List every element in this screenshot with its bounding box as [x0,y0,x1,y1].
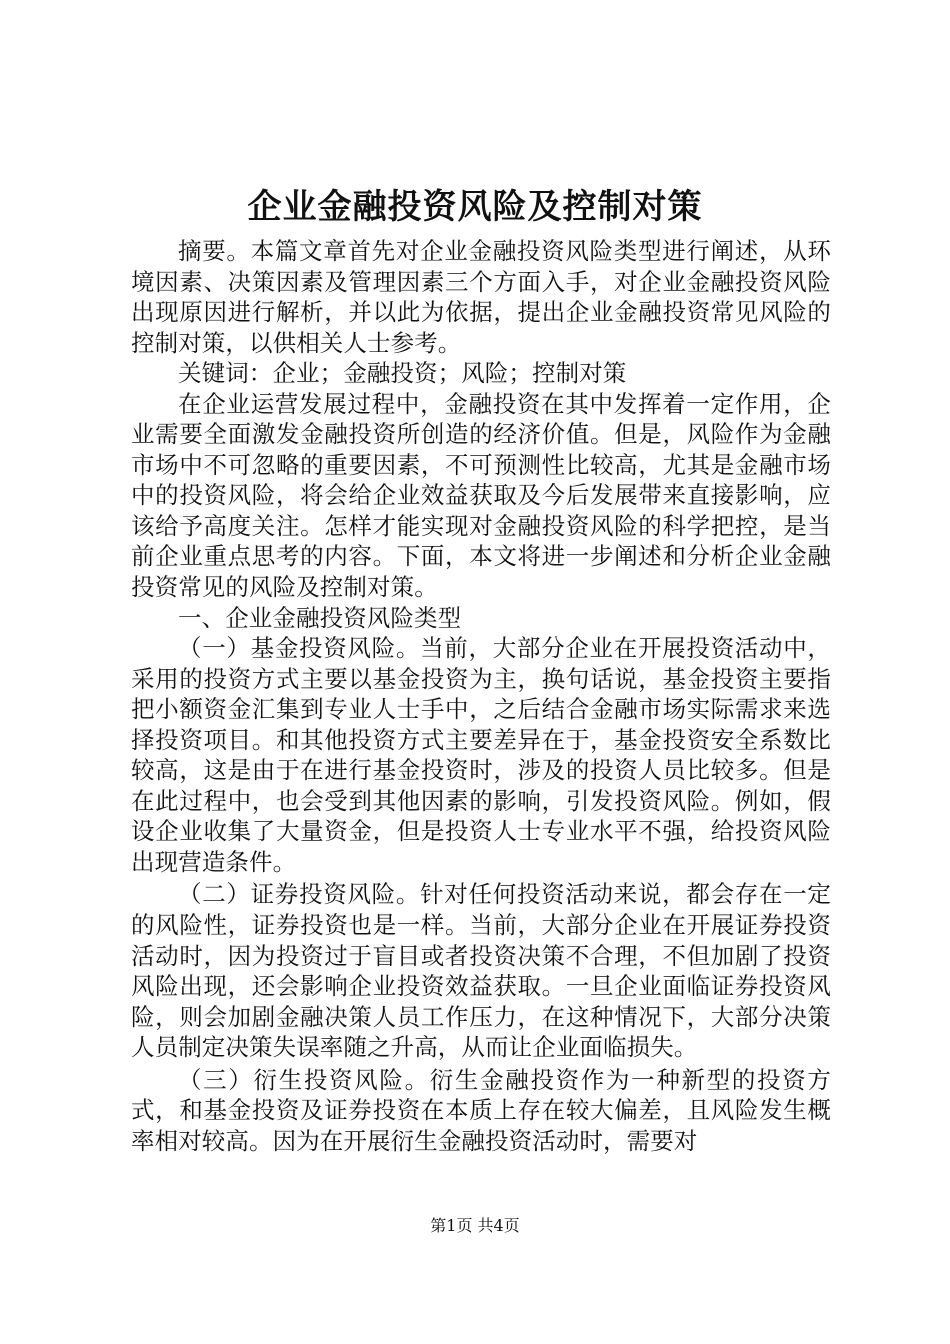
document-title: 企业金融投资风险及控制对策 [247,187,703,227]
keywords-paragraph: 关键词：企业；金融投资；风险；控制对策 [178,359,627,388]
section-heading: 一、企业金融投资风险类型 [178,603,462,632]
derivative-risk-paragraph: （三）衍生投资风险。衍生金融投资作为一种新型的投资方式，和基金投资及证券投资在本质上存在较大偏差，且风险发生概率相对较高。因为在开展衍生金融投资活动时，需要对 [131,1065,831,1155]
fund-risk-paragraph: （一）基金投资风险。当前，大部分企业在开展投资活动中，采用的投资方式主要以基金投资为主，换句话说，基金投资主要指把小额资金汇集到专业人士手中，之后结合金融市场实际需求来选择投资项目。和其他投资方式主要差异在于，基金投资安全系数比较高，这是由于在进行基金投资时，涉及的投资人员比较多。但是在此过程中，也会受到其他因素的影响，引发投资风险。例如，假设企业收集了大量资金，但是投资人士专业水平不强，给投资风险出现营造条件。 [131,634,831,876]
intro-paragraph: 在企业运营发展过程中，金融投资在其中发挥着一定作用，企业需要全面激发金融投资所创造的经济价值。但是，风险作为金融市场中不可忽略的重要因素，不可预测性比较高，尤其是金融市场中的投资风险，将会给企业效益获取及今后发展带来直接影响，应该给予高度关注。怎样才能实现对金融投资风险的科学把控，是当前企业重点思考的内容。下面，本文将进一步阐述和分析企业金融投资常见的风险及控制对策。 [131,389,831,602]
document-body [131,236,831,1156]
abstract-paragraph: 摘要。本篇文章首先对企业金融投资风险类型进行阐述，从环境因素、决策因素及管理因素三个方面入手，对企业金融投资风险出现原因进行解析，并以此为依据，提出企业金融投资常见风险的控制对策，以供相关人士参考。 [131,237,831,357]
securities-risk-paragraph: （二）证券投资风险。针对任何投资活动来说，都会存在一定的风险性，证券投资也是一样。当前，大部分企业在开展证券投资活动时，因为投资过于盲目或者投资决策不合理，不但加剧了投资风险出现，还会影响企业投资效益获取。一旦企业面临证券投资风险，则会加剧金融决策人员工作压力，在这种情况下，大部分决策人员制定决策失误率随之升高，从而让企业面临损失。 [131,880,831,1062]
page-footer: 第1页 共4页 [430,1216,520,1235]
